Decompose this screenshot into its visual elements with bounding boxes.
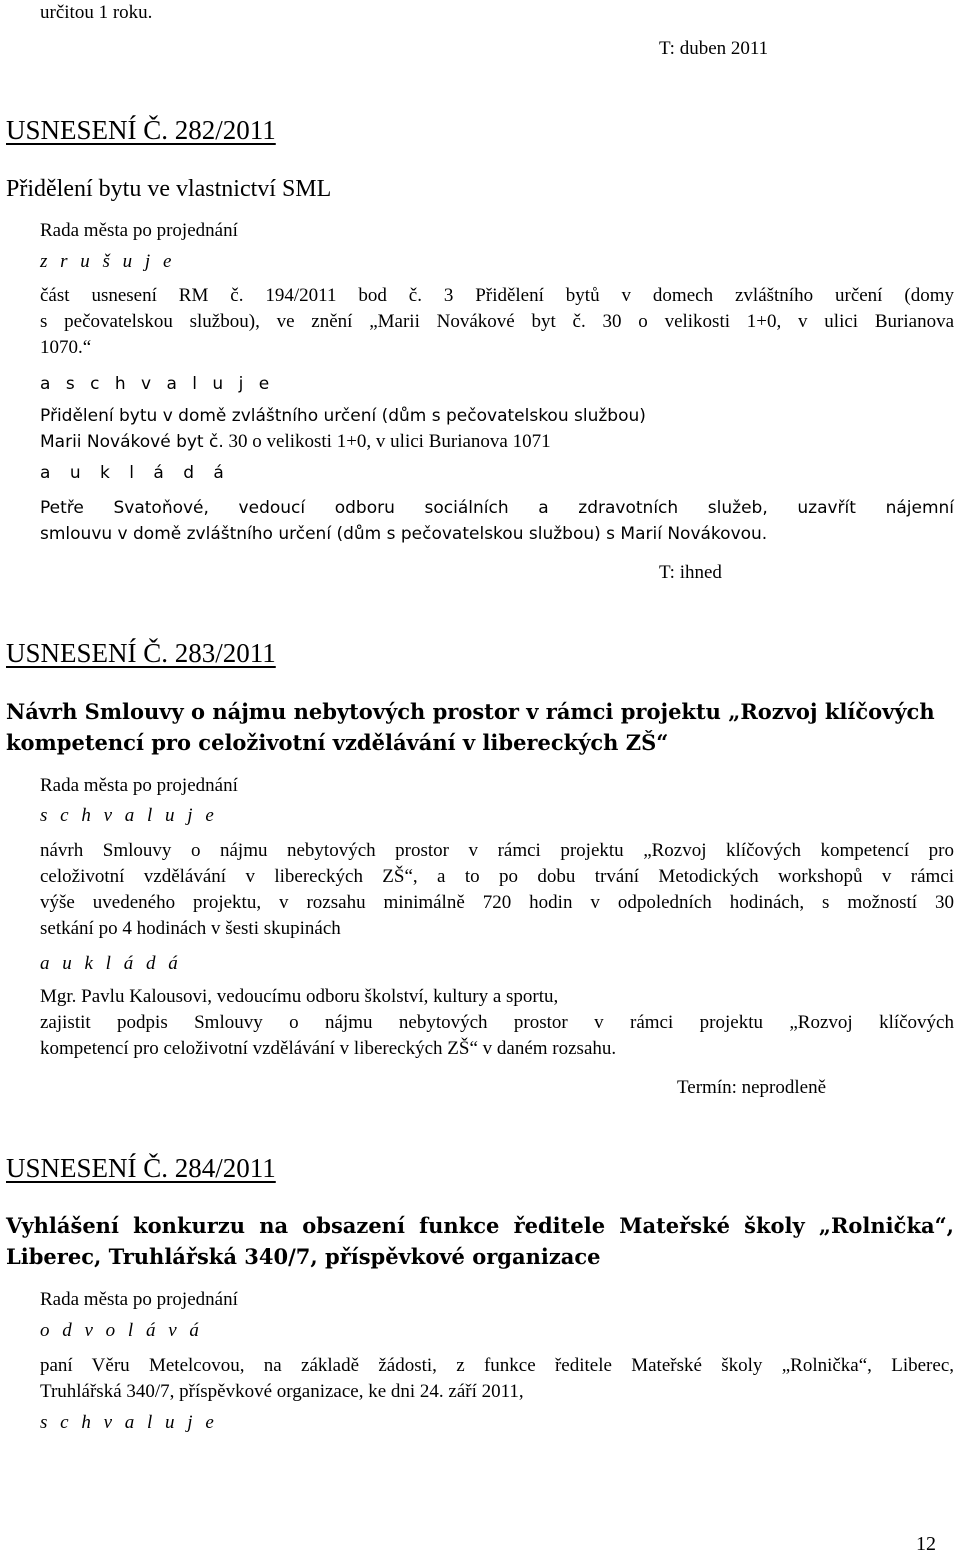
council-intro-283: Rada města po projednání xyxy=(40,775,238,796)
resolution-title-283-line-1: Návrh Smlouvy o nájmu nebytových prostor v rámci projektu „Rozvoj klíčových xyxy=(6,699,935,724)
cancel-text-line-2: s pečovatelskou službou), ve znění „Marii Novákové byt č. 30 o velikosti 1+0, v ulici Burianova xyxy=(40,311,954,332)
approval-text-line-2 xyxy=(40,429,551,455)
approval-text-line-1: Přidělení bytu v domě zvláštního určení (dům s pečovatelskou službou) xyxy=(40,406,646,426)
council-intro-282: Rada města po projednání xyxy=(40,220,238,241)
task-text-283-line-3: kompetencí pro celoživotní vzdělávání v libereckých ZŠ“ v daném rozsahu. xyxy=(40,1038,617,1059)
approval-text-line-2b: 30 o velikosti 1+0, v ulici Burianova 1071 xyxy=(223,431,551,452)
council-intro-284: Rada města po projednání xyxy=(40,1289,238,1310)
verb-schvaluje-283: s c h v a l u j e xyxy=(40,805,218,826)
verb-aukladá-282: a u k l á d á xyxy=(40,463,231,483)
approval-text-283-line-3: výše uvedeného projektu, v rozsahu minimálně 720 hodin v odpoledních hodinách, s možností 30 xyxy=(40,892,954,913)
deadline-previous: T: duben 2011 xyxy=(659,38,769,59)
deadline-282: T: ihned xyxy=(659,562,722,583)
approval-text-283-line-1: návrh Smlouvy o nájmu nebytových prostor v rámci projektu „Rozvoj klíčových kompetencí pro xyxy=(40,840,954,861)
previous-text-tail: určitou 1 roku. xyxy=(40,2,153,23)
resolution-title-282: Přidělení bytu ve vlastnictví SML xyxy=(6,176,332,202)
task-text-283-line-1: Mgr. Pavlu Kalousovi, vedoucímu odboru školství, kultury a sportu, xyxy=(40,986,559,1007)
resolution-heading-283: USNESENÍ Č. 283/2011 xyxy=(6,638,276,668)
cancel-text-line-1: část usnesení RM č. 194/2011 bod č. 3 Přidělení bytů v domech zvláštního určení (domy xyxy=(40,285,954,306)
dismissal-text-line-1: paní Věru Metelcovou, na základě žádosti, z funkce ředitele Mateřské školy „Rolnička“, Liberec, xyxy=(40,1355,954,1376)
page-number: 12 xyxy=(916,1533,936,1555)
resolution-title-284-line-2: Liberec, Truhlářská 340/7, příspěvkové organizace xyxy=(6,1244,601,1269)
verb-aschvaluje: a s c h v a l u j e xyxy=(40,374,275,394)
verb-zrusuje: z r u š u j e xyxy=(40,251,176,272)
resolution-heading-284: USNESENÍ Č. 284/2011 xyxy=(6,1153,276,1183)
cancel-text-line-3: 1070.“ xyxy=(40,337,92,358)
deadline-283: Termín: neprodleně xyxy=(677,1077,827,1098)
verb-schvaluje-284: s c h v a l u j e xyxy=(40,1412,218,1433)
task-text-line-2-282: smlouvu v domě zvláštního určení (dům s pečovatelskou službou) s Marií Novákovou. xyxy=(40,524,768,544)
verb-odvolava: o d v o l á v á xyxy=(40,1320,203,1341)
verb-ukladá-283: a u k l á d á xyxy=(40,953,182,974)
task-text-283-line-2: zajistit podpis Smlouvy o nájmu nebytových prostor v rámci projektu „Rozvoj klíčových xyxy=(40,1012,954,1033)
task-text-line-1-282: Petře Svatoňové, vedoucí odboru sociálních a zdravotních služeb, uzavřít nájemní xyxy=(40,498,954,518)
resolution-title-284-line-1: Vyhlášení konkurzu na obsazení funkce ředitele Mateřské školy „Rolnička“, xyxy=(6,1213,954,1238)
resolution-title-283-line-2: kompetencí pro celoživotní vzdělávání v libereckých ZŠ“ xyxy=(6,730,669,755)
approval-text-283-line-2: celoživotní vzdělávání v libereckých ZŠ“, a to po dobu trvání Metodických workshopů v rámci xyxy=(40,866,954,887)
resolution-heading-282: USNESENÍ Č. 282/2011 xyxy=(6,115,276,145)
approval-text-line-2a: Marii Novákové byt č. xyxy=(40,432,224,452)
approval-text-283-line-4: setkání po 4 hodinách v šesti skupinách xyxy=(40,918,341,939)
dismissal-text-line-2: Truhlářská 340/7, příspěvkové organizace, ke dni 24. září 2011, xyxy=(40,1381,524,1402)
